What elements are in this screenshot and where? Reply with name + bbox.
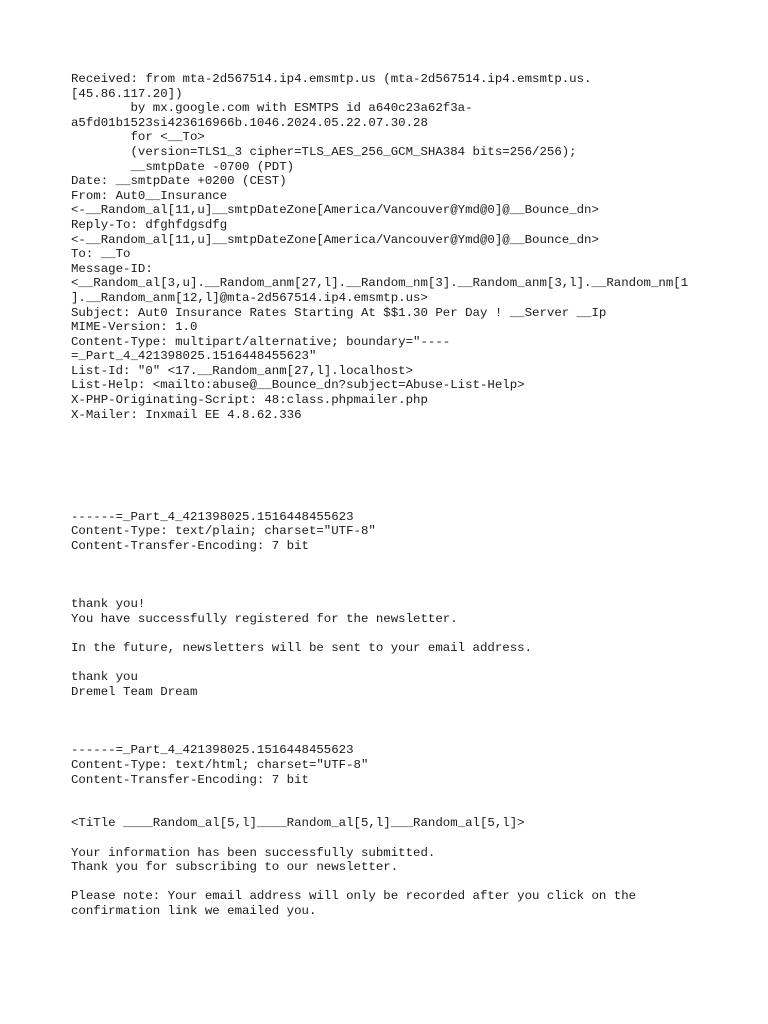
body-line: thank you xyxy=(71,670,138,685)
body-line: Thank you for subscribing to our newsletter. xyxy=(71,860,399,875)
header-line: ].__Random_anm[12,l]@mta-2d567514.ip4.emsmtp.us> xyxy=(71,290,428,305)
spacer xyxy=(71,787,711,816)
body-line xyxy=(71,656,711,671)
header-content-type: Content-Type: multipart/alternative; boundary="---- xyxy=(71,334,451,349)
header-reply-to: Reply-To: dfghfdgsdfg xyxy=(71,217,228,232)
part-transfer-encoding: Content-Transfer-Encoding: 7 bit xyxy=(71,772,309,787)
body-line: You have successfully registered for the newsletter. xyxy=(71,612,458,627)
header-line: Received: from mta-2d567514.ip4.emsmtp.us (mta-2d567514.ip4.emsmtp.us. xyxy=(71,72,592,86)
body-line: thank you! xyxy=(71,597,146,612)
email-headers xyxy=(71,72,711,422)
header-from: From: Aut0__Insurance xyxy=(71,188,228,203)
header-line: =_Part_4_421398025.1516448455623" xyxy=(71,349,317,364)
part-content-type: Content-Type: text/plain; charset="UTF-8" xyxy=(71,524,376,539)
header-list-help: List-Help: <mailto:abuse@__Bounce_dn?subject=Abuse-List-Help> xyxy=(71,378,525,393)
header-line: __smtpDate -0700 (PDT) xyxy=(71,159,295,174)
mime-boundary: ------=_Part_4_421398025.1516448455623 xyxy=(71,743,354,758)
header-line: by mx.google.com with ESMTPS id a640c23a62f3a- xyxy=(71,101,473,116)
header-line: <-__Random_al[11,u]__smtpDateZone[America/Vancouver@Ymd@0]@__Bounce_dn> xyxy=(71,203,599,218)
header-message-id: Message-ID: xyxy=(71,261,153,276)
email-source-document xyxy=(71,72,711,919)
header-to: To: __To xyxy=(71,247,131,262)
body-line: Please note: Your email address will only be recorded after you click on the xyxy=(71,889,637,904)
body-line: confirmation link we emailed you. xyxy=(71,903,317,918)
header-x-mailer: X-Mailer: Inxmail EE 4.8.62.336 xyxy=(71,407,302,422)
header-line: <-__Random_al[11,u]__smtpDateZone[America/Vancouver@Ymd@0]@__Bounce_dn> xyxy=(71,232,599,247)
body-line: Your information has been successfully submitted. xyxy=(71,845,436,860)
header-list-id: List-Id: "0" <17.__Random_anm[27,l].localhost> xyxy=(71,363,414,378)
part-transfer-encoding: Content-Transfer-Encoding: 7 bit xyxy=(71,539,309,554)
header-line: a5fd01b1523si423616966b.1046.2024.05.22.07.30.28 xyxy=(71,115,428,130)
header-line: (version=TLS1_3 cipher=TLS_AES_256_GCM_SHA384 bits=256/256); xyxy=(71,144,577,159)
mime-part-plain xyxy=(71,510,711,700)
header-subject: Subject: Aut0 Insurance Rates Starting At $$1.30 Per Day ! __Server __Ip xyxy=(71,305,607,320)
header-line: [45.86.117.20]) xyxy=(71,86,183,101)
spacer xyxy=(71,554,711,598)
body-signature: Dremel Team Dream xyxy=(71,684,198,699)
spacer xyxy=(71,700,711,744)
body-line: In the future, newsletters will be sent to your email address. xyxy=(71,641,533,656)
mime-part-html xyxy=(71,743,711,918)
header-line: <__Random_al[3,u].__Random_anm[27,l].__Random_nm[3].__Random_anm[3,l].__Random_nm[1 xyxy=(71,276,689,291)
header-x-php-script: X-PHP-Originating-Script: 48:class.phpmailer.php xyxy=(71,393,428,408)
body-line xyxy=(71,875,711,890)
header-mime-version: MIME-Version: 1.0 xyxy=(71,320,198,335)
body-line xyxy=(71,627,711,642)
spacer xyxy=(71,831,711,846)
html-title-tag: <TiTle ____Random_al[5,l]____Random_al[5,l]___Random_al[5,l]> xyxy=(71,816,525,831)
spacer xyxy=(71,422,711,510)
header-date: Date: __smtpDate +0200 (CEST) xyxy=(71,174,287,189)
header-line: for <__To> xyxy=(71,130,205,145)
part-content-type: Content-Type: text/html; charset="UTF-8" xyxy=(71,757,369,772)
mime-boundary: ------=_Part_4_421398025.1516448455623 xyxy=(71,509,354,524)
